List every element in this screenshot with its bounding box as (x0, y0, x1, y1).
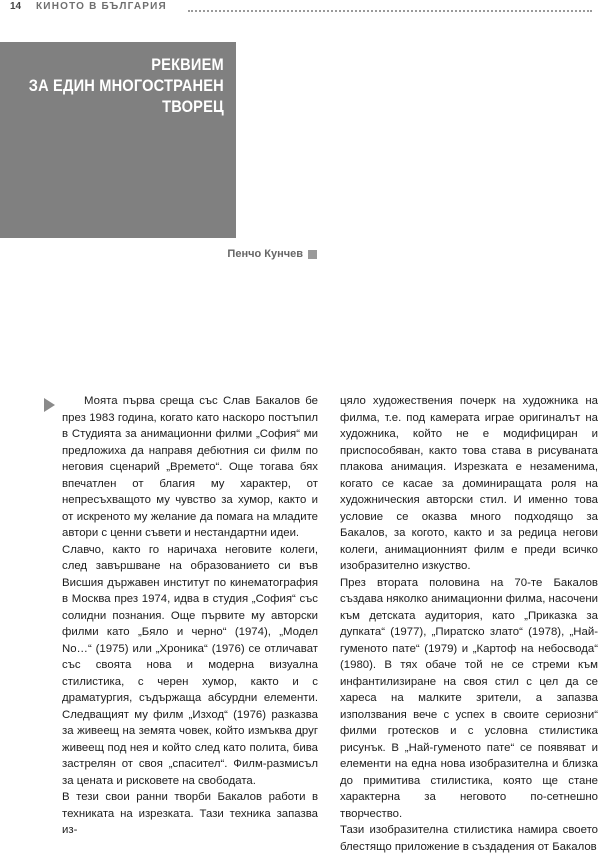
paragraph: Славчо, както го наричаха неговите колеги, след завършване на образованието си във Висшия държавен институт по кинематография в Москва през 1974, идва в студия „София“ със солидни познания. Още първите му авторски филми като „Бяло и черно“ (1974), „Модел No…“ (1975) или „Хроника“ (1976) се отличават със своята нова и модерна визуална стилистика, с черен хумор, както и с драматургия, съдържаща абсурдни елементи. Следващият му филм „Изход“ (1976) разказва за живеещ на земята човек, който измъква друг живеещ под нея и който след като полита, бива застрелян от своя „спасител“. Филм-размисъл за цената и рисковете на свободата. (62, 543, 318, 787)
section-title: КИНОТО В БЪЛГАРИЯ (36, 1, 167, 12)
title-block (0, 42, 236, 238)
paragraph: В тези свои ранни творби Бакалов работи в техниката на изрезката. Тази техника запазва из- (62, 791, 318, 836)
title-line-3: ТВОРЕЦ (162, 97, 224, 116)
paragraph: Тази изобразителна стилистика намира своето блестящо приложение в създадения от Бакалов (340, 824, 598, 853)
paragraph: През втората половина на 70-те Бакалов създава няколко анимационни филма, насочени към детската аудитория, като „Приказка за дупката“ (1977), „Пиратско злато“ (1978), „Най-гуменото пате“ (1979) и „Картоф на небосвода“ (1980). В тях обаче той не се стреми към инфантилизиране на своя стил с цел да се хареса на малките зрители, а запазва използвания вече с успех в своите сериозни“ филми гротесков и с условна стилистика рисунък. В „Най-гуменото пате“ се появяват и елементи на една нова изобразителна и близка до примитива стилистика, която ще стане характерна за неговото по-сетнешно творчество. (340, 576, 598, 820)
author-name: Пенчо Кунчев (227, 248, 303, 260)
article-column-left (62, 393, 318, 839)
title-line-1: РЕКВИЕМ (151, 55, 224, 74)
running-header (0, 0, 600, 18)
header-dotted-rule (188, 10, 592, 12)
paragraph: Моята първа среща със Слав Бакалов бе през 1983 година, когато като наскоро постъпил в Студията за анимационни филми „София“ ми предложиха да направя дебютния си филм по неговия сценарий „Времето“. Още тогава бях впечатлен от благия му характер, от непресъхващото му чувство за хумор, както и от искреното му желание да помага на младите автори с ценни съвети и нестандартни идеи. (62, 395, 318, 539)
author-byline (0, 243, 323, 263)
play-arrow-icon (44, 398, 55, 412)
title-line-2: ЗА ЕДИН МНОГОСТРАНЕН (28, 76, 224, 95)
page-number: 14 (10, 1, 22, 12)
paragraph: цяло художествения почерк на художника на филма, т.е. под камерата играе оригиналът на художника, който не е модифициран и приспособяван, както това става в рисуваната плакова анимация. Изрезката е незаменима, когато се касае за доминиращата роля на художническия авторски стил. И именно това условие се оказва много подходящо за Бакалов, за когото, както и за редица негови колеги, анимационният филм е преди всичко изобразително изкуство. (340, 395, 598, 572)
article-title (29, 54, 224, 117)
square-bullet-icon (308, 250, 317, 259)
article-column-right (340, 393, 598, 855)
